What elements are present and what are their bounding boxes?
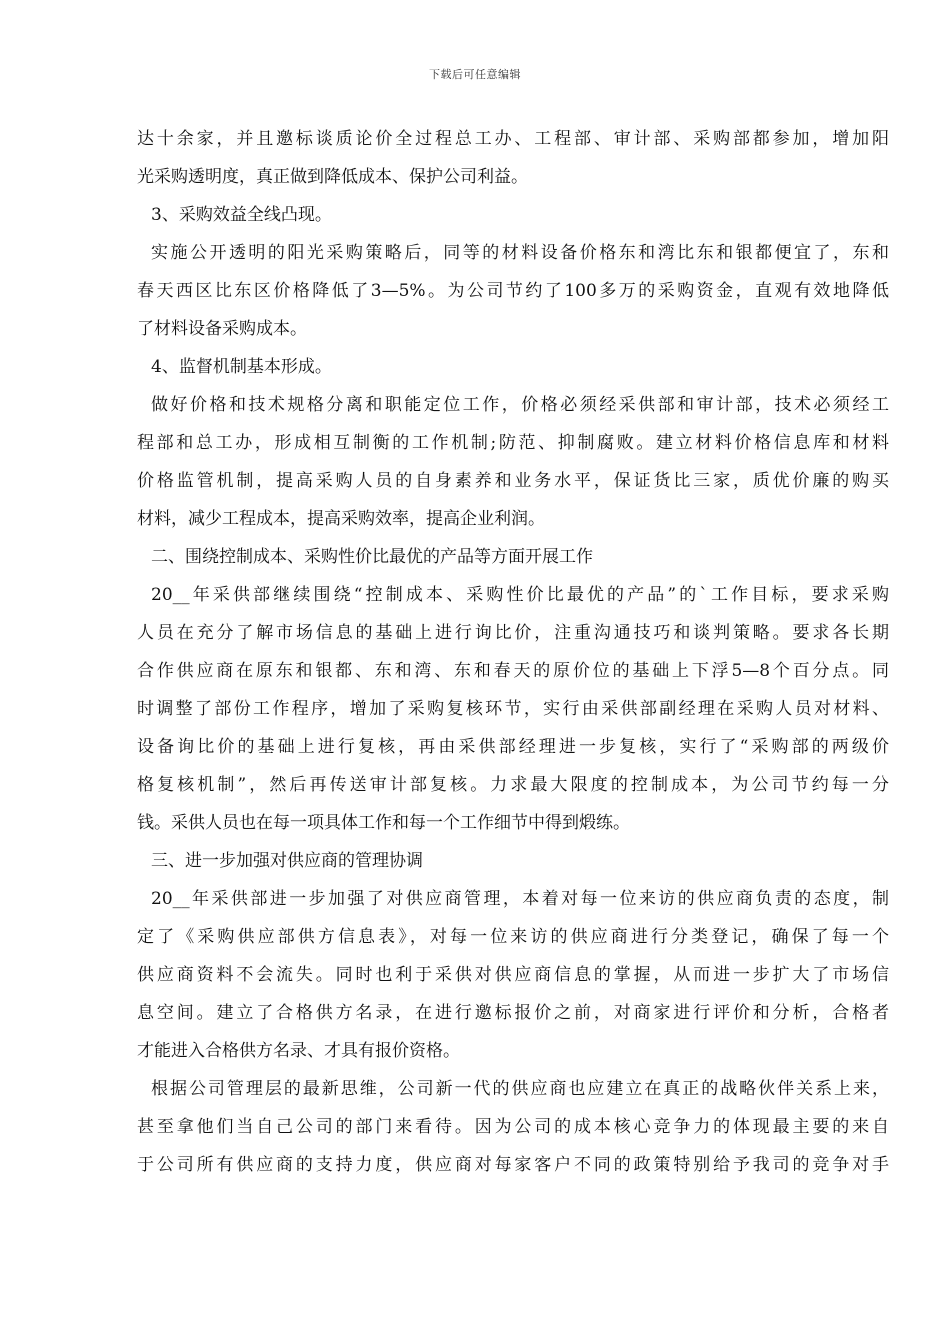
text-line: 时调整了部份工作程序，增加了采购复核环节，实行由采供部副经理在采购人员对材料、: [137, 699, 889, 719]
text-line: 20__年采供部继续围绕“控制成本、采购性价比最优的产品”的`工作目标，要求采购: [151, 585, 889, 605]
text-line: 程部和总工办，形成相互制衡的工作机制;防范、抑制腐败。建立材料价格信息库和材料: [137, 433, 889, 453]
text-line: 钱。采供人员也在每一项具体工作和每一个工作细节中得到煅练。: [137, 813, 630, 833]
text-line: 定了《采购供应部供方信息表》，对每一位来访的供应商进行分类登记，确保了每一个: [137, 927, 889, 947]
text-line: 甚至拿他们当自己公司的部门来看待。因为公司的成本核心竞争力的体现最主要的来自: [137, 1117, 889, 1137]
text-line: 光采购透明度，真正做到降低成本、保护公司利益。: [137, 167, 528, 187]
text-line: 设备询比价的基础上进行复核，再由采供部经理进一步复核，实行了“采购部的两级价: [137, 737, 889, 757]
text-line: 3、采购效益全线凸现。: [151, 205, 332, 225]
text-line: 做好价格和技术规格分离和职能定位工作，价格必须经采供部和审计部，技术必须经工: [151, 395, 889, 415]
page-header: 下载后可任意编辑: [429, 68, 521, 81]
text-line: 于公司所有供应商的支持力度，供应商对每家客户不同的政策特别给予我司的竞争对手: [137, 1155, 889, 1175]
text-line: 格复核机制”，然后再传送审计部复核。力求最大限度的控制成本，为公司节约每一分: [137, 775, 889, 795]
text-line: 20__年采供部进一步加强了对供应商管理，本着对每一位来访的供应商负责的态度，制: [151, 889, 889, 909]
text-line: 息空间。建立了合格供方名录，在进行邀标报价之前，对商家进行评价和分析，合格者: [137, 1003, 889, 1023]
text-line: 实施公开透明的阳光采购策略后，同等的材料设备价格东和湾比东和银都便宜了，东和: [151, 243, 889, 263]
text-line: 价格监管机制，提高采购人员的自身素养和业务水平，保证货比三家，质优价廉的购买: [137, 471, 889, 491]
text-line: 才能进入合格供方名录、才具有报价资格。: [137, 1041, 460, 1061]
text-line: 根据公司管理层的最新思维，公司新一代的供应商也应建立在真正的战略伙伴关系上来，: [151, 1079, 889, 1099]
text-line: 三、进一步加强对供应商的管理协调: [151, 851, 423, 871]
text-line: 合作供应商在原东和银都、东和湾、东和春天的原价位的基础上下浮5—8个百分点。同: [137, 661, 889, 681]
text-line: 人员在充分了解市场信息的基础上进行询比价，注重沟通技巧和谈判策略。要求各长期: [137, 623, 889, 643]
text-line: 材料，减少工程成本，提高采购效率，提高企业利润。: [137, 509, 545, 529]
text-line: 4、监督机制基本形成。: [151, 357, 332, 377]
text-line: 春天西区比东区价格降低了3—5%。为公司节约了100多万的采购资金，直观有效地降低: [137, 281, 889, 301]
text-line: 二、围绕控制成本、采购性价比最优的产品等方面开展工作: [151, 547, 593, 567]
document-body: [137, 120, 889, 1184]
text-line: 供应商资料不会流失。同时也利于采供对供应商信息的掌握，从而进一步扩大了市场信: [137, 965, 889, 985]
text-line: 了材料设备采购成本。: [137, 319, 307, 339]
text-line: 达十余家，并且邀标谈质论价全过程总工办、工程部、审计部、采购部都参加，增加阳: [137, 129, 889, 149]
